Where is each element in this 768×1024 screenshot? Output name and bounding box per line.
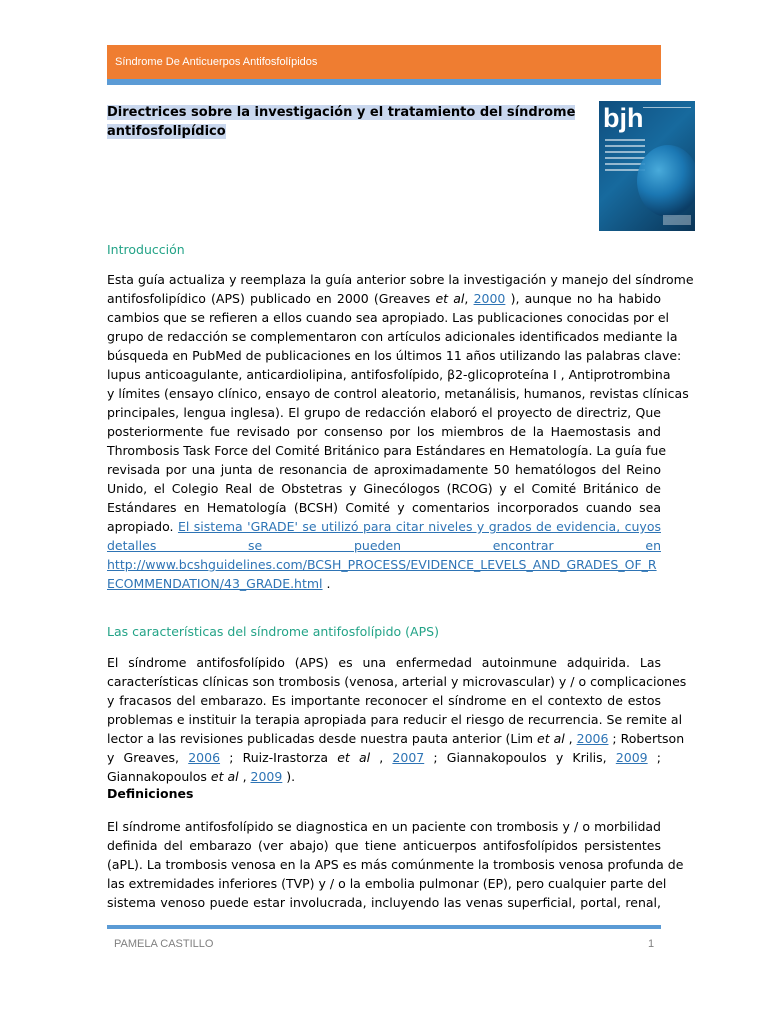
- text-line: ECOMMENDATION/43_GRADE.html .: [107, 576, 331, 591]
- header-divider: [107, 79, 661, 85]
- text-line: [107, 555, 661, 574]
- title-line-1: Directrices sobre la investigación y el tratamiento del síndrome: [107, 105, 576, 120]
- section-heading-aps: Las características del síndrome antifosfolípido (APS): [107, 624, 439, 639]
- intro-paragraph: [107, 270, 694, 593]
- text-line: Unido, el Colegio Real de Obstetras y Ginecólogos (RCOG) y el Comité Británico de: [107, 481, 661, 496]
- text-line: lupus anticoagulante, anticardiolipina, antifosfolípido, β2-glicoproteína I , Antiprotrombina: [107, 367, 671, 382]
- cover-illustration: [637, 145, 695, 217]
- text-line: y límites (ensayo clínico, ensayo de control aleatorio, metanálisis, humanos, revistas clínicas: [107, 386, 689, 401]
- text-line: cambios que se refieren a ellos cuando sea apropiado. Las publicaciones conocidas por el: [107, 310, 670, 325]
- section-heading-introduccion: Introducción: [107, 242, 185, 257]
- text-line: sistema venoso puede estar involucrada, incluyendo las venas superficial, portal, renal,: [107, 895, 661, 910]
- grade-link-cont[interactable]: detalles se pueden encontrar en: [107, 538, 661, 553]
- aps-paragraph: [107, 653, 687, 786]
- text-line: antifosfolipídico (APS) publicado en 2000 (Greaves et al, 2000 ), aunque no ha habido: [107, 291, 661, 306]
- title-line-2: antifosfolipídico: [107, 124, 226, 139]
- text-line: grupo de redacción se complementaron con artículos adicionales identificados mediante la: [107, 329, 678, 344]
- url-link[interactable]: http://www.bcshguidelines.com/BCSH_PROCESS/EVIDENCE_LEVELS_AND_GRADES_OF_R: [107, 557, 657, 572]
- text-line: [107, 536, 661, 555]
- citation-link[interactable]: 2006: [576, 731, 609, 746]
- text-line: y Greaves, 2006 ; Ruiz-Irastorza et al , 2007 ; Giannakopoulos y Krilis, 2009 ;: [107, 750, 661, 765]
- text-line: Thrombosis Task Force del Comité Británico para Estándares en Hematología. La guía fue: [107, 443, 667, 458]
- footer-author: PAMELA CASTILLO: [114, 938, 214, 950]
- text-line: problemas e instituir la terapia apropiada para reducir el riesgo de recurrencia. Se remite al: [107, 712, 683, 727]
- text-line: definida del embarazo (ver abajo) que tiene anticuerpos antifosfolípidos persistentes: [107, 838, 661, 853]
- url-link-cont[interactable]: ECOMMENDATION/43_GRADE.html: [107, 576, 323, 591]
- text-line: Estándares en Hematología (BCSH) Comité y comentarios incorporados cuando sea: [107, 500, 661, 515]
- text-line: características clínicas son trombosis (venosa, arterial y microvascular) y / o complicaciones: [107, 674, 687, 689]
- header-bar: [107, 45, 661, 79]
- cover-publisher-mark: [663, 215, 691, 225]
- citation-link[interactable]: 2009: [250, 769, 283, 784]
- text-line: lector a las revisiones publicadas desde nuestra pauta anterior (Lim et al , 2006 ; Robertson: [107, 731, 685, 746]
- definitions-paragraph: [107, 817, 684, 912]
- document-title: [107, 103, 588, 141]
- journal-cover-image: [599, 101, 695, 231]
- journal-logo: bjh: [603, 103, 644, 133]
- text-line: posteriormente fue revisado por consenso por los miembros de la Haemostasis and: [107, 424, 661, 439]
- text-line: las extremidades inferiores (TVP) y / o la embolia pulmonar (EP), pero cualquier parte del: [107, 876, 667, 891]
- footer-divider: [107, 925, 661, 929]
- cover-header-line: [643, 107, 691, 126]
- grade-link[interactable]: El sistema 'GRADE' se utilizó para citar niveles y grados de evidencia, cuyos: [177, 519, 661, 534]
- text-line: principales, lengua inglesa). El grupo de redacción elaboró el proyecto de directriz, Que: [107, 405, 661, 420]
- section-heading-definiciones: Definiciones: [107, 786, 194, 801]
- citation-link[interactable]: 2009: [615, 750, 648, 765]
- text-line: Giannakopoulos et al , 2009 ).: [107, 769, 296, 784]
- page-number: 1: [648, 938, 655, 950]
- text-line: revisada por una junta de resonancia de aproximadamente 50 hematólogos del Reino: [107, 462, 661, 477]
- text-line: apropiado. El sistema 'GRADE' se utilizó para citar niveles y grados de evidencia, cuyos: [107, 519, 661, 534]
- text-line: y fracasos del embarazo. Es importante reconocer el síndrome en el contexto de estos: [107, 693, 661, 708]
- citation-link[interactable]: 2000: [473, 291, 506, 306]
- text-line: Esta guía actualiza y reemplaza la guía anterior sobre la investigación y manejo del síndrome: [107, 272, 694, 287]
- text-line: (aPL). La trombosis venosa en la APS es más comúnmente la trombosis venosa profunda de: [107, 857, 684, 872]
- citation-link[interactable]: 2006: [188, 750, 221, 765]
- citation-link[interactable]: 2007: [392, 750, 425, 765]
- text-line: El síndrome antifosfolípido se diagnostica en un paciente con trombosis y / o morbilidad: [107, 819, 661, 834]
- text-line: búsqueda en PubMed de publicaciones en los últimos 11 años utilizando las palabras clave:: [107, 348, 682, 363]
- text-line: El síndrome antifosfolípido (APS) es una enfermedad autoinmune adquirida. Las: [107, 655, 661, 670]
- header-title: Síndrome De Anticuerpos Antifosfolípidos: [115, 56, 318, 68]
